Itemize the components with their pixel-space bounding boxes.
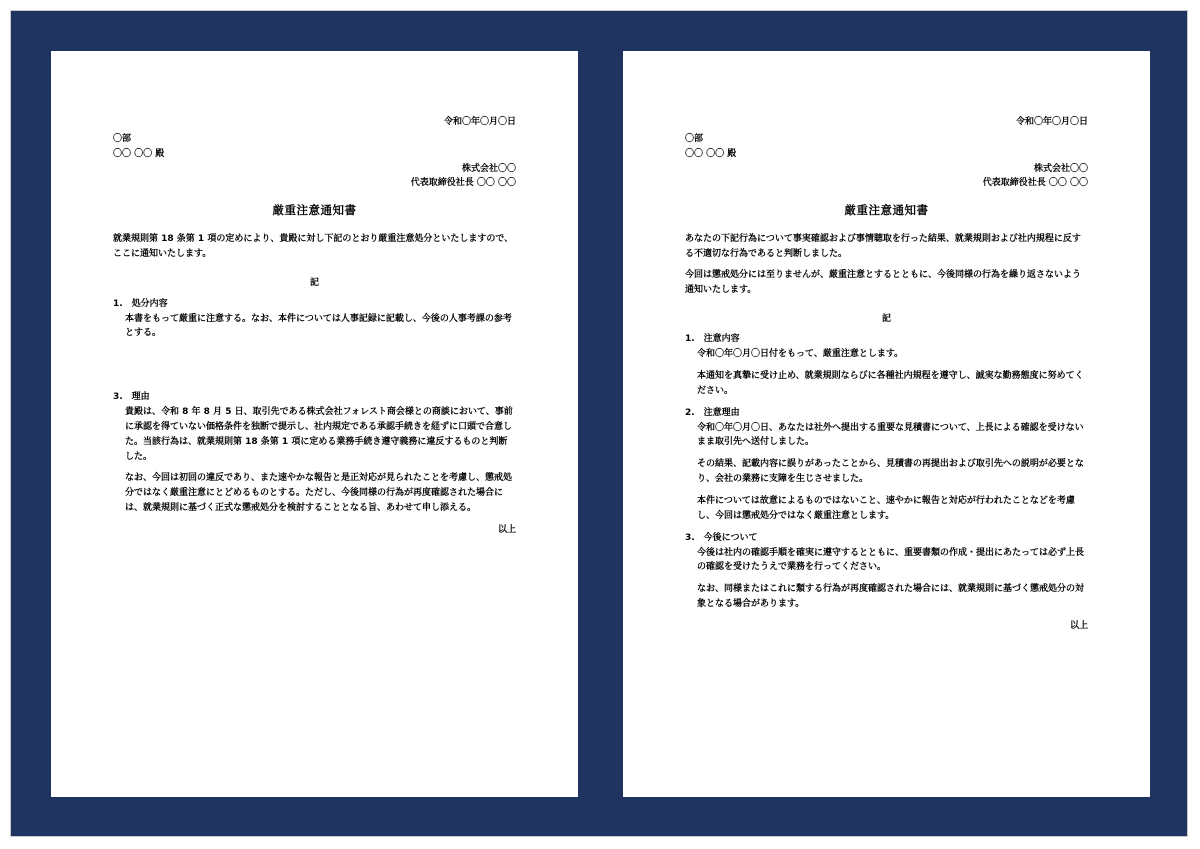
ki-heading: 記 [309,277,319,288]
recipient-name: 〇〇 〇〇 殿 [113,148,165,159]
intro-paragraph: 就業規則第 18 条第 1 項の定めにより、貴殿に対し下記のとおり厳重注意処分といたしますので、ここに通知いたします。 [113,234,514,260]
document-date: 令和〇年〇月〇日 [443,117,516,127]
section-paragraph: 令和〇年〇月〇日、あなたは社外へ提出する重要な見積書について、上長による確認を受けないまま取引先へ送付しました。 [697,422,1084,448]
intro-paragraph: あなたの下記行為について事実確認および事情聴取を行った結果、就業規則および社内規程に反する不適切な行為であると判断しました。 [685,234,1081,260]
closing-text: 以上 [1069,620,1088,631]
blank-space [113,348,516,384]
section-heading: 3. 理由 [113,392,150,403]
document-page-left [51,51,578,797]
document-date: 令和〇年〇月〇日 [1015,117,1088,127]
ki-heading: 記 [881,313,891,324]
closing-text: 以上 [497,525,516,535]
recipient-name: 〇〇 〇〇 殿 [685,148,737,159]
document-title: 厳重注意通知書 [272,203,357,218]
section-paragraph: なお、今回は初回の違反であり、また速やかな報告と是正対応が見られたことを考慮し、懲戒処分ではなく厳重注意にとどめるものとする。ただし、今後同様の行為が再度確認された場合には、就業規則に基づく正式な懲戒処分を検討することとなる旨、あわせて申し添える。 [125,473,513,514]
section-paragraph: なお、同様またはこれに類する行為が再度確認された場合には、就業規則に基づく懲戒処分の対象となる場合があります。 [697,584,1085,610]
sender-name: 代表取締役社長 〇〇 〇〇 [982,178,1088,189]
sender-company: 株式会社〇〇 [1033,163,1088,174]
section-paragraph: 貴殿は、令和 8 年 8 月 5 日、取引先である株式会社フォレスト商会様との商談において、事前に承認を得ていない価格条件を独断で提示し、社内規定である承認手続きを経ずに口頭で合意した。当該行為は、就業規則第 18 条第 1 項に定める業務手続き遵守義務に違反するものと判断した。 [125,407,513,462]
document-title: 厳重注意通知書 [844,203,929,218]
sender-company: 株式会社〇〇 [461,163,516,174]
section-heading: 1. 注意内容 [685,334,740,345]
document-preview-frame [10,10,1188,837]
section-paragraph: 今後は社内の確認手順を確実に遵守するとともに、重要書類の作成・提出にあたっては必ず上長の確認を受けたうえで業務を行ってください。 [697,547,1085,573]
section-heading: 1. 処分内容 [113,298,168,309]
intro-paragraph: 今回は懲戒処分には至りませんが、厳重注意とするとともに、今後同様の行為を繰り返さないよう通知いたします。 [685,269,1082,295]
recipient-department: 〇部 [113,133,132,144]
section-heading: 3. 今後について [685,532,758,543]
section-heading: 2. 注意理由 [685,407,740,418]
section-paragraph: その結果、記載内容に誤りがあったことから、見積書の再提出および取引先への説明が必要となり、会社の業務に支障を生じさせました。 [697,459,1084,485]
document-page-right [623,51,1150,797]
sender-name: 代表取締役社長 〇〇 〇〇 [410,178,516,189]
section-paragraph: 本通知を真摯に受け止め、就業規則ならびに各種社内規程を遵守し、誠実な勤務態度に努めてください。 [697,371,1084,396]
section-paragraph: 本件については故意によるものではないこと、速やかに報告と対応が行われたことなどを考慮し、今回は懲戒処分ではなく厳重注意とします。 [697,496,1075,521]
recipient-department: 〇部 [685,133,704,144]
section-paragraph: 令和〇年〇月〇日付をもって、厳重注意とします。 [697,349,904,360]
section-paragraph: 本書をもって厳重に注意する。なお、本件については人事記録に記載し、今後の人事考課の参考とする。 [125,313,512,339]
